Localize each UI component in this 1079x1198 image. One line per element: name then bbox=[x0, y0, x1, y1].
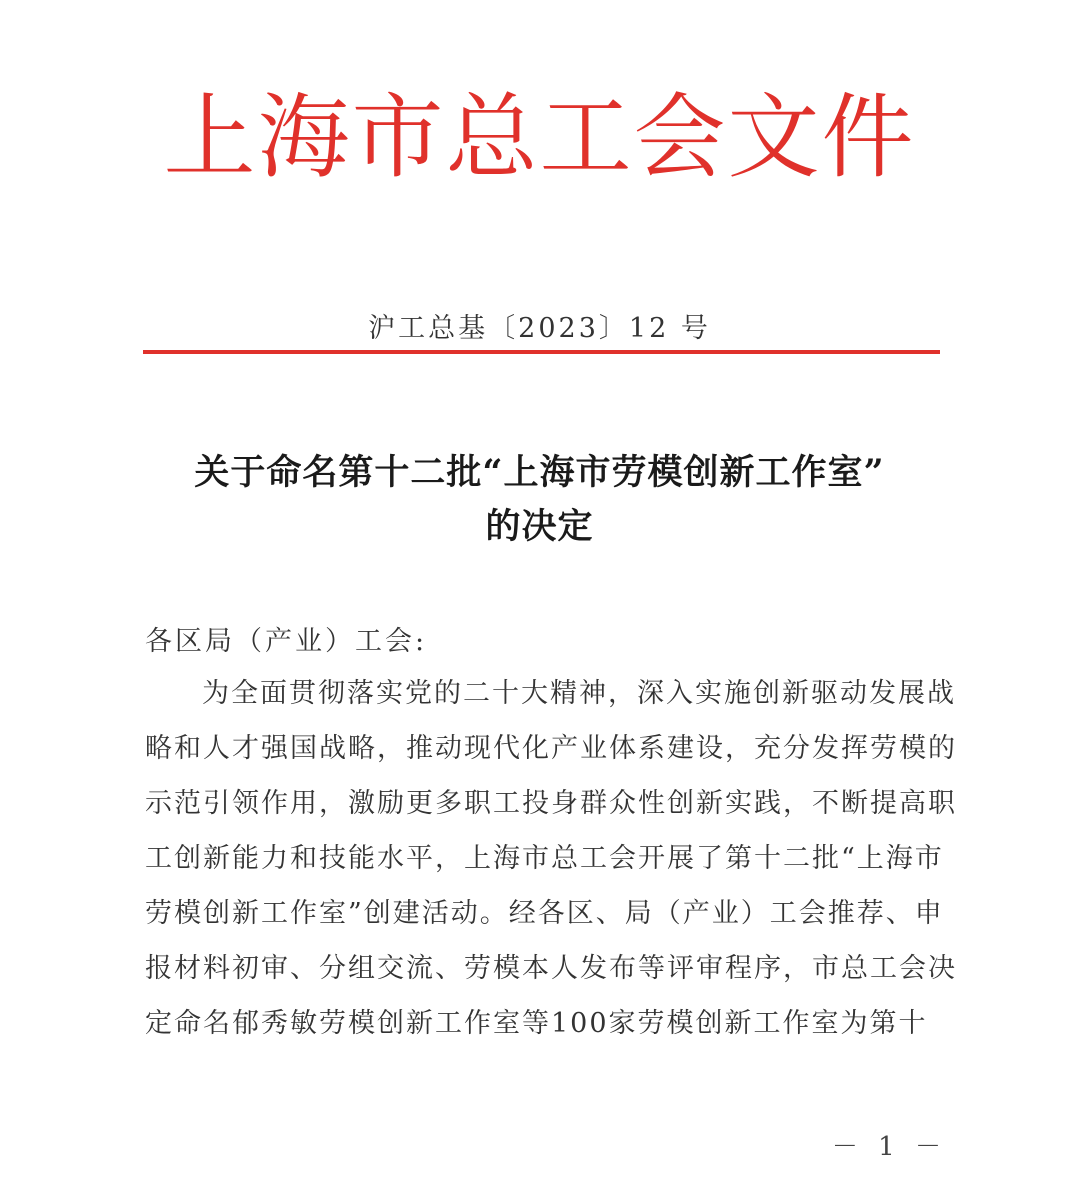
body-line: 略和人才强国战略，推动现代化产业体系建设，充分发挥劳模的 bbox=[145, 733, 957, 764]
body-line: 为全面贯彻落实党的二十大精神，深入实施创新驱动发展战 bbox=[202, 678, 956, 709]
issuing-org-title: 上海市总工会文件 bbox=[163, 87, 916, 189]
body-line: 报材料初审、分组交流、劳模本人发布等评审程序，市总工会决 bbox=[145, 953, 957, 984]
document-title bbox=[0, 446, 1079, 554]
body-paragraph bbox=[145, 666, 957, 1051]
document-title-line-1: 关于命名第十二批“上海市劳模创新工作室” bbox=[194, 452, 885, 493]
body-line: 劳模创新工作室”创建活动。经各区、局（产业）工会推荐、申 bbox=[145, 898, 944, 929]
body-line: 示范引领作用，激励更多职工投身群众性创新实践，不断提高职 bbox=[145, 788, 957, 819]
document-number: 沪工总基〔2023〕12 号 bbox=[368, 313, 711, 344]
red-divider-line bbox=[143, 350, 940, 354]
body-line: 定命名郁秀敏劳模创新工作室等100家劳模创新工作室为第十 bbox=[145, 1008, 928, 1039]
page-number: － 1 － bbox=[831, 1132, 947, 1162]
salutation: 各区局（产业）工会: bbox=[145, 626, 428, 657]
body-line: 工创新能力和技能水平，上海市总工会开展了第十二批“上海市 bbox=[145, 843, 944, 874]
document-title-line-2: 的决定 bbox=[485, 506, 594, 547]
